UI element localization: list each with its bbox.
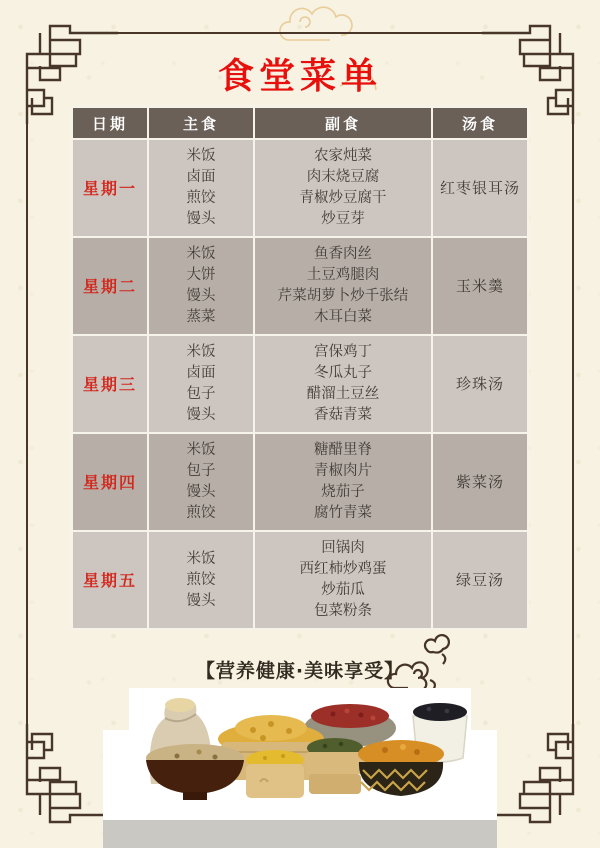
dish-item: 糖醋里脊 bbox=[314, 442, 372, 458]
dish-item: 炒茄瓜 bbox=[321, 582, 365, 598]
staples-list bbox=[149, 532, 253, 628]
dish-item: 烧茄子 bbox=[321, 484, 365, 500]
staple-item: 蒸菜 bbox=[186, 309, 216, 325]
dish-item: 腐竹青菜 bbox=[314, 505, 372, 521]
day-label: 星期五 bbox=[73, 532, 147, 628]
staple-item: 馒头 bbox=[186, 288, 216, 304]
staple-item: 馒头 bbox=[186, 407, 216, 423]
staples-list bbox=[149, 238, 253, 334]
dish-item: 香菇青菜 bbox=[314, 407, 372, 423]
staple-item: 煎饺 bbox=[186, 505, 216, 521]
dishes-list bbox=[255, 336, 431, 432]
dish-item: 肉末烧豆腐 bbox=[306, 169, 380, 185]
staple-item: 大饼 bbox=[186, 267, 216, 283]
soup-label: 珍珠汤 bbox=[433, 336, 527, 432]
frame-line-left bbox=[26, 122, 28, 726]
page-title: 食堂菜单 bbox=[217, 56, 382, 97]
dish-item: 芹菜胡萝卜炒千张结 bbox=[277, 288, 409, 304]
dish-item: 西红柿炒鸡蛋 bbox=[299, 561, 387, 577]
staple-item: 馒头 bbox=[186, 592, 216, 609]
staple-item: 包子 bbox=[186, 386, 216, 402]
staples-list bbox=[149, 140, 253, 236]
dishes-list bbox=[255, 434, 431, 530]
dish-item: 木耳白菜 bbox=[314, 309, 372, 325]
soup-label: 绿豆汤 bbox=[433, 532, 527, 628]
day-label: 星期四 bbox=[73, 434, 147, 530]
slogan-text: 【营养健康·美味享受】 bbox=[195, 660, 405, 682]
menu-row bbox=[73, 140, 527, 236]
staple-item: 米饭 bbox=[186, 148, 216, 164]
dish-item: 土豆鸡腿肉 bbox=[306, 267, 380, 283]
menu-row bbox=[73, 532, 527, 628]
day-label: 星期三 bbox=[73, 336, 147, 432]
frame-line-right bbox=[572, 122, 574, 726]
dishes-list bbox=[255, 532, 431, 628]
staple-item: 米饭 bbox=[186, 246, 216, 262]
dish-item: 鱼香肉丝 bbox=[314, 246, 372, 262]
dish-item: 回锅肉 bbox=[321, 540, 365, 556]
staple-item: 包子 bbox=[186, 463, 216, 479]
table-body bbox=[73, 140, 527, 628]
dishes-list bbox=[255, 238, 431, 334]
soup-label: 紫菜汤 bbox=[433, 434, 527, 530]
menu-row bbox=[73, 336, 527, 432]
table-header-row bbox=[73, 108, 527, 138]
staple-item: 米饭 bbox=[186, 550, 216, 567]
column-header: 副食 bbox=[255, 108, 431, 138]
staple-item: 馒头 bbox=[186, 484, 216, 500]
staple-item: 馒头 bbox=[186, 211, 216, 227]
dish-item: 冬瓜丸子 bbox=[314, 365, 372, 381]
column-header: 汤食 bbox=[433, 108, 527, 138]
staple-item: 煎饺 bbox=[186, 571, 216, 588]
dish-item: 包菜粉条 bbox=[314, 603, 372, 619]
soup-label: 红枣银耳汤 bbox=[433, 140, 527, 236]
slogan-row bbox=[0, 656, 600, 683]
staple-item: 卤面 bbox=[186, 169, 216, 185]
soup-label: 玉米羹 bbox=[433, 238, 527, 334]
menu-row bbox=[73, 238, 527, 334]
staple-item: 煎饺 bbox=[186, 190, 216, 206]
dish-item: 炒豆芽 bbox=[321, 211, 365, 227]
staple-item: 米饭 bbox=[186, 344, 216, 360]
dishes-list bbox=[255, 140, 431, 236]
staple-item: 米饭 bbox=[186, 442, 216, 458]
dish-item: 青椒炒豆腐干 bbox=[299, 190, 387, 206]
frame-line-top bbox=[116, 32, 484, 34]
staple-item: 卤面 bbox=[186, 365, 216, 381]
day-label: 星期一 bbox=[73, 140, 147, 236]
dish-item: 农家炖菜 bbox=[314, 148, 372, 164]
menu-table bbox=[71, 106, 529, 630]
column-header: 主食 bbox=[149, 108, 253, 138]
staples-list bbox=[149, 336, 253, 432]
menu-row bbox=[73, 434, 527, 530]
staples-list bbox=[149, 434, 253, 530]
grains-and-beans-photo bbox=[95, 688, 505, 848]
dish-item: 宫保鸡丁 bbox=[314, 344, 372, 360]
day-label: 星期二 bbox=[73, 238, 147, 334]
dish-item: 青椒肉片 bbox=[314, 463, 372, 479]
dish-item: 醋溜土豆丝 bbox=[306, 386, 380, 402]
column-header: 日期 bbox=[73, 108, 147, 138]
